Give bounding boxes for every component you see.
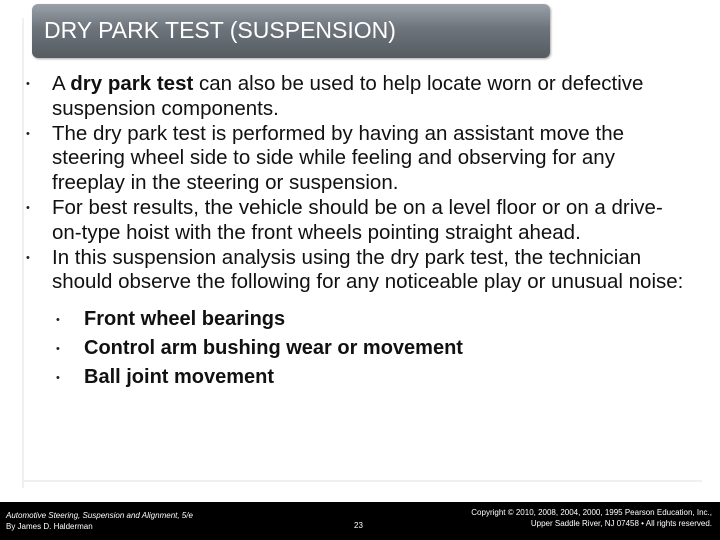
bullet-dot-icon: • xyxy=(56,314,60,327)
bullet-item xyxy=(26,196,686,246)
bullet-dot-icon: • xyxy=(56,372,60,385)
bullet-item xyxy=(26,122,686,196)
sub-bullet-text: Control arm bushing wear or movement xyxy=(84,337,463,360)
footer-publisher-line: Upper Saddle River, NJ 07458 • All rights reserved. xyxy=(530,519,712,528)
footer-book-info xyxy=(6,510,193,532)
sub-bullet-text: Front wheel bearings xyxy=(84,308,286,331)
page-number: 23 xyxy=(354,521,363,530)
slide-content xyxy=(26,72,686,392)
sub-bullet-item xyxy=(56,363,686,392)
bullet-text-rest: can also be used to help locate worn or defective suspension components. xyxy=(52,72,644,120)
bullet-text: For best results, the vehicle should be on a level floor or on a drive-on-type hoist with the front wheels pointing straight ahead. xyxy=(52,195,663,244)
frame-line-vertical xyxy=(22,18,24,488)
bullet-text: In this suspension analysis using the dry park test, the technician should observe the following for any noticeable play or unusual noise: xyxy=(52,245,684,294)
bullet-text-lead: A xyxy=(52,72,71,95)
footer-bar xyxy=(0,502,720,540)
bullet-dot-icon: • xyxy=(26,78,30,90)
bullet-item xyxy=(26,72,686,122)
bullet-text xyxy=(52,72,643,120)
bullet-text-bold-term: dry park test xyxy=(70,72,194,95)
sub-bullet-item xyxy=(56,334,686,363)
bullet-dot-icon: • xyxy=(26,127,30,140)
bullet-dot-icon: • xyxy=(56,343,60,356)
bullet-item xyxy=(26,246,686,296)
footer-copyright-line: Copyright © 2010, 2008, 2004, 2000, 1995 Pearson Education, Inc., xyxy=(471,508,712,517)
footer-author: By James D. Halderman xyxy=(6,522,93,531)
sub-bullet-item xyxy=(56,305,686,334)
slide-title: DRY PARK TEST (SUSPENSION) xyxy=(44,17,396,43)
bullet-dot-icon: • xyxy=(26,251,30,264)
sub-bullet-list xyxy=(56,305,686,392)
bullet-dot-icon: • xyxy=(26,201,30,214)
frame-line-horizontal xyxy=(22,480,702,482)
bullet-text: The dry park test is performed by having an assistant move the steering wheel side to side while feeling and observing for any freeplay in the steering or suspension. xyxy=(52,121,624,195)
footer-book-title: Automotive Steering, Suspension and Alignment, 5/e xyxy=(6,511,193,520)
footer-copyright xyxy=(471,507,712,529)
sub-bullet-text: Ball joint movement xyxy=(84,366,275,389)
